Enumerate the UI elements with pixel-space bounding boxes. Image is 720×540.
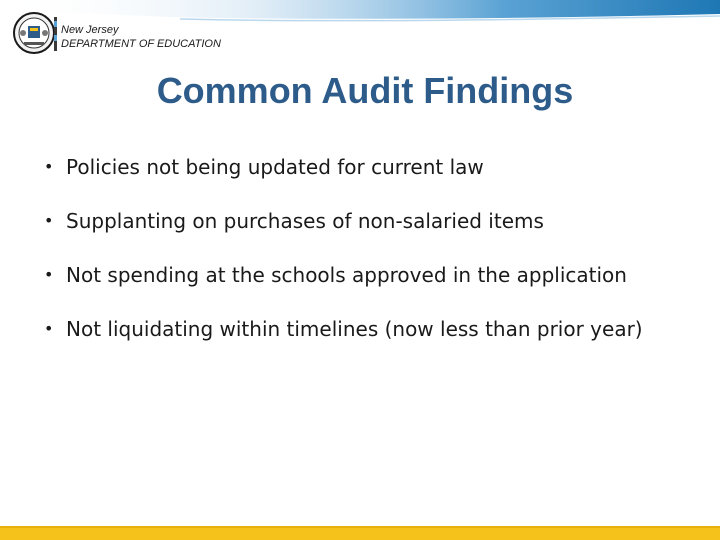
bullet-item	[44, 248, 684, 302]
bullet-text: Not liquidating within timelines (now less than prior year)	[66, 317, 643, 341]
bullet-text: Not spending at the schools approved in the application	[66, 263, 627, 287]
department-name: DEPARTMENT OF EDUCATION	[61, 38, 221, 50]
bullet-dot-icon: •	[44, 157, 54, 176]
bullet-list	[44, 140, 684, 356]
nj-state-seal-icon	[10, 11, 58, 55]
bullet-dot-icon: •	[44, 265, 54, 284]
bullet-item	[44, 140, 684, 194]
bullet-text: Supplanting on purchases of non-salaried items	[66, 209, 544, 233]
slide-title: Common Audit Findings	[156, 70, 574, 111]
bullet-dot-icon: •	[44, 211, 54, 230]
bullet-item	[44, 194, 684, 248]
bullet-text: Policies not being updated for current law	[66, 155, 484, 179]
bullet-dot-icon: •	[44, 319, 54, 338]
footer-bar	[0, 528, 720, 540]
org-name: New Jersey	[61, 24, 119, 36]
bullet-item	[44, 302, 684, 356]
